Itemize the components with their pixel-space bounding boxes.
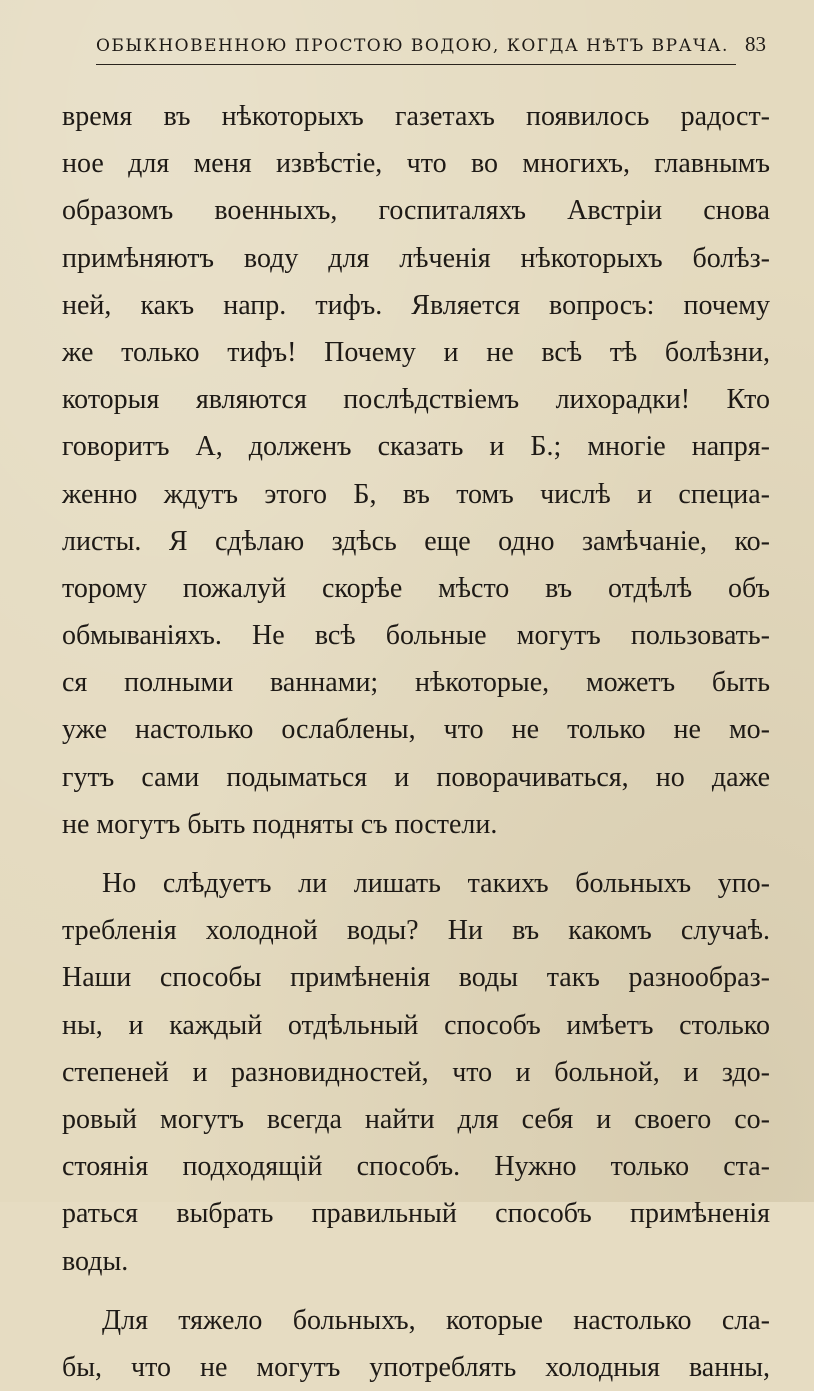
text-line: Но слѣдуетъ ли лишать такихъ больныхъ упо- bbox=[102, 868, 770, 899]
body-text bbox=[62, 93, 770, 1391]
text-line: ное для меня извѣстіе, что во многихъ, главнымъ bbox=[62, 148, 770, 180]
text-line: ся полными ваннами; нѣкоторые, можетъ быть bbox=[62, 667, 770, 699]
paragraph-3 bbox=[62, 1297, 770, 1391]
paragraph-gap bbox=[62, 848, 770, 860]
text-line: ны, и каждый отдѣльный способъ имѣетъ столько bbox=[62, 1009, 770, 1041]
text-line: листы. Я сдѣлаю здѣсь еще одно замѣчаніе, ко- bbox=[62, 525, 770, 557]
header-rule bbox=[96, 64, 736, 65]
text-line: степеней и разновидностей, что и больной, и здо- bbox=[62, 1056, 770, 1088]
text-line: примѣняютъ воду для лѣченія нѣкоторыхъ болѣз- bbox=[62, 242, 770, 274]
text-line: ровый могутъ всегда найти для себя и своего со- bbox=[62, 1103, 770, 1135]
running-head: ОБЫКНОВЕННОЮ ПРОСТОЮ ВОДОЮ, КОГДА НѢТЪ ВРАЧА. bbox=[96, 36, 729, 56]
paragraph-1 bbox=[62, 93, 770, 848]
page-number: 83 bbox=[745, 32, 766, 56]
text-line: требленія холодной воды? Ни въ какомъ случаѣ. bbox=[62, 915, 770, 947]
text-line: ней, какъ напр. тифъ. Является вопросъ: почему bbox=[62, 289, 770, 321]
text-line: же только тифъ! Почему и не всѣ тѣ болѣзни, bbox=[62, 336, 770, 368]
paragraph-gap bbox=[62, 1285, 770, 1297]
text-line: стоянія подходящій способъ. Нужно только ста- bbox=[62, 1151, 770, 1183]
text-line: Наши способы примѣненія воды такъ разнообраз- bbox=[62, 962, 770, 994]
text-line: образомъ военныхъ, госпиталяхъ Австріи снова bbox=[62, 195, 770, 227]
text-line: время въ нѣкоторыхъ газетахъ появилось радост- bbox=[62, 101, 770, 132]
text-line: обмываніяхъ. Не всѣ больные могутъ пользовать- bbox=[62, 620, 770, 652]
text-line: не могутъ быть подняты съ постели. bbox=[62, 808, 498, 840]
text-line: Для тяжело больныхъ, которые настолько сла- bbox=[102, 1304, 770, 1336]
text-line: женно ждутъ этого Б, въ томъ числѣ и специа- bbox=[62, 478, 770, 510]
text-line: гутъ сами подыматься и поворачиваться, но даже bbox=[62, 761, 770, 793]
page-header bbox=[96, 32, 776, 66]
text-line: говоритъ А, долженъ сказать и Б.; многіе напря- bbox=[62, 431, 770, 463]
text-line: которыя являются послѣдствіемъ лихорадки! Кто bbox=[62, 384, 770, 416]
text-line: уже настолько ослаблены, что не только не мо- bbox=[62, 714, 770, 746]
paragraph-2 bbox=[62, 860, 770, 1285]
text-line: раться выбрать правильный способъ примѣненія bbox=[62, 1198, 770, 1230]
text-line: бы, что не могутъ употреблять холодныя ванны, bbox=[62, 1351, 770, 1383]
text-line: торому пожалуй скорѣе мѣсто въ отдѣлѣ объ bbox=[62, 572, 770, 604]
text-line: воды. bbox=[62, 1245, 129, 1277]
